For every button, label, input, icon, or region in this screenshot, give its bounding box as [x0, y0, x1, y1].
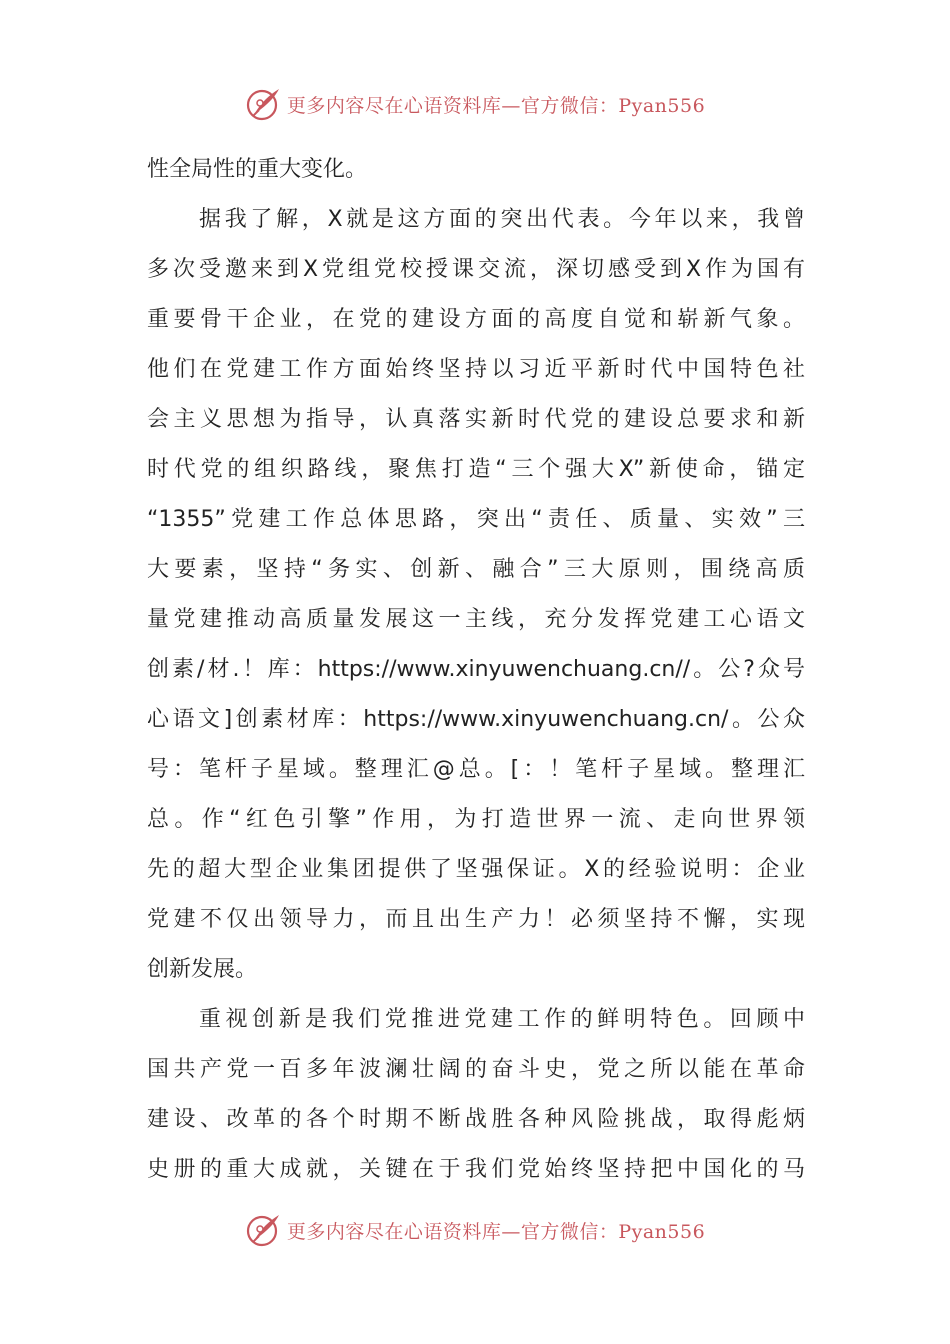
- footer-banner: [0, 1210, 950, 1250]
- text-line: 创素/材.！库：https://www.xinyuwenchuang.cn//。公?众号: [147, 657, 805, 682]
- text-line: 建设、改革的各个时期不断战胜各种风险挑战，取得彪炳: [147, 1107, 805, 1132]
- quill-logo-icon: [245, 85, 283, 123]
- header-banner: [0, 84, 950, 124]
- quill-logo-icon: [245, 1211, 283, 1249]
- text-line: 多次受邀来到X党组党校授课交流，深切感受到X作为国有: [147, 257, 805, 282]
- text-line: 党建不仅出领导力，而且出生产力！必须坚持不懈，实现: [147, 907, 805, 932]
- document-body: [147, 145, 805, 1195]
- text-line: 总。作“红色引擎”作用，为打造世界一流、走向世界领: [147, 807, 805, 832]
- text-line: 会主义思想为指导，认真落实新时代党的建设总要求和新: [147, 407, 805, 432]
- text-line: 重要骨干企业，在党的建设方面的高度自觉和崭新气象。: [147, 307, 805, 332]
- text-line: 史册的重大成就，关键在于我们党始终坚持把中国化的马: [147, 1157, 805, 1182]
- footer-banner-text: 更多内容尽在心语资料库—官方微信：Pyan556: [286, 1220, 706, 1243]
- text-line: 时代党的组织路线，聚焦打造“三个强大X”新使命，锚定: [147, 457, 805, 482]
- text-line: 性全局性的重大变化。: [147, 157, 368, 182]
- text-line: 量党建推动高质量发展这一主线，充分发挥党建工心语文: [147, 607, 805, 632]
- text-line: “1355”党建工作总体思路，突出“责任、质量、实效”三: [147, 507, 805, 532]
- text-line: 创新发展。: [147, 957, 258, 982]
- text-line: 他们在党建工作方面始终坚持以习近平新时代中国特色社: [147, 357, 805, 382]
- header-banner-text: 更多内容尽在心语资料库—官方微信：Pyan556: [286, 94, 706, 117]
- text-line: 号：笔杆子星域。整理汇@总。[：！笔杆子星域。整理汇: [147, 757, 805, 782]
- text-line: 大要素，坚持“务实、创新、融合”三大原则，围绕高质: [147, 557, 805, 582]
- text-line: 心语文]创素材库：https://www.xinyuwenchuang.cn/。公众: [147, 707, 805, 732]
- text-line: 重视创新是我们党推进党建工作的鲜明特色。回顾中: [199, 1007, 805, 1032]
- text-line: 据我了解，X就是这方面的突出代表。今年以来，我曾: [199, 207, 805, 232]
- text-line: 国共产党一百多年波澜壮阔的奋斗史，党之所以能在革命: [147, 1057, 805, 1082]
- text-line: 先的超大型企业集团提供了坚强保证。X的经验说明：企业: [147, 857, 805, 882]
